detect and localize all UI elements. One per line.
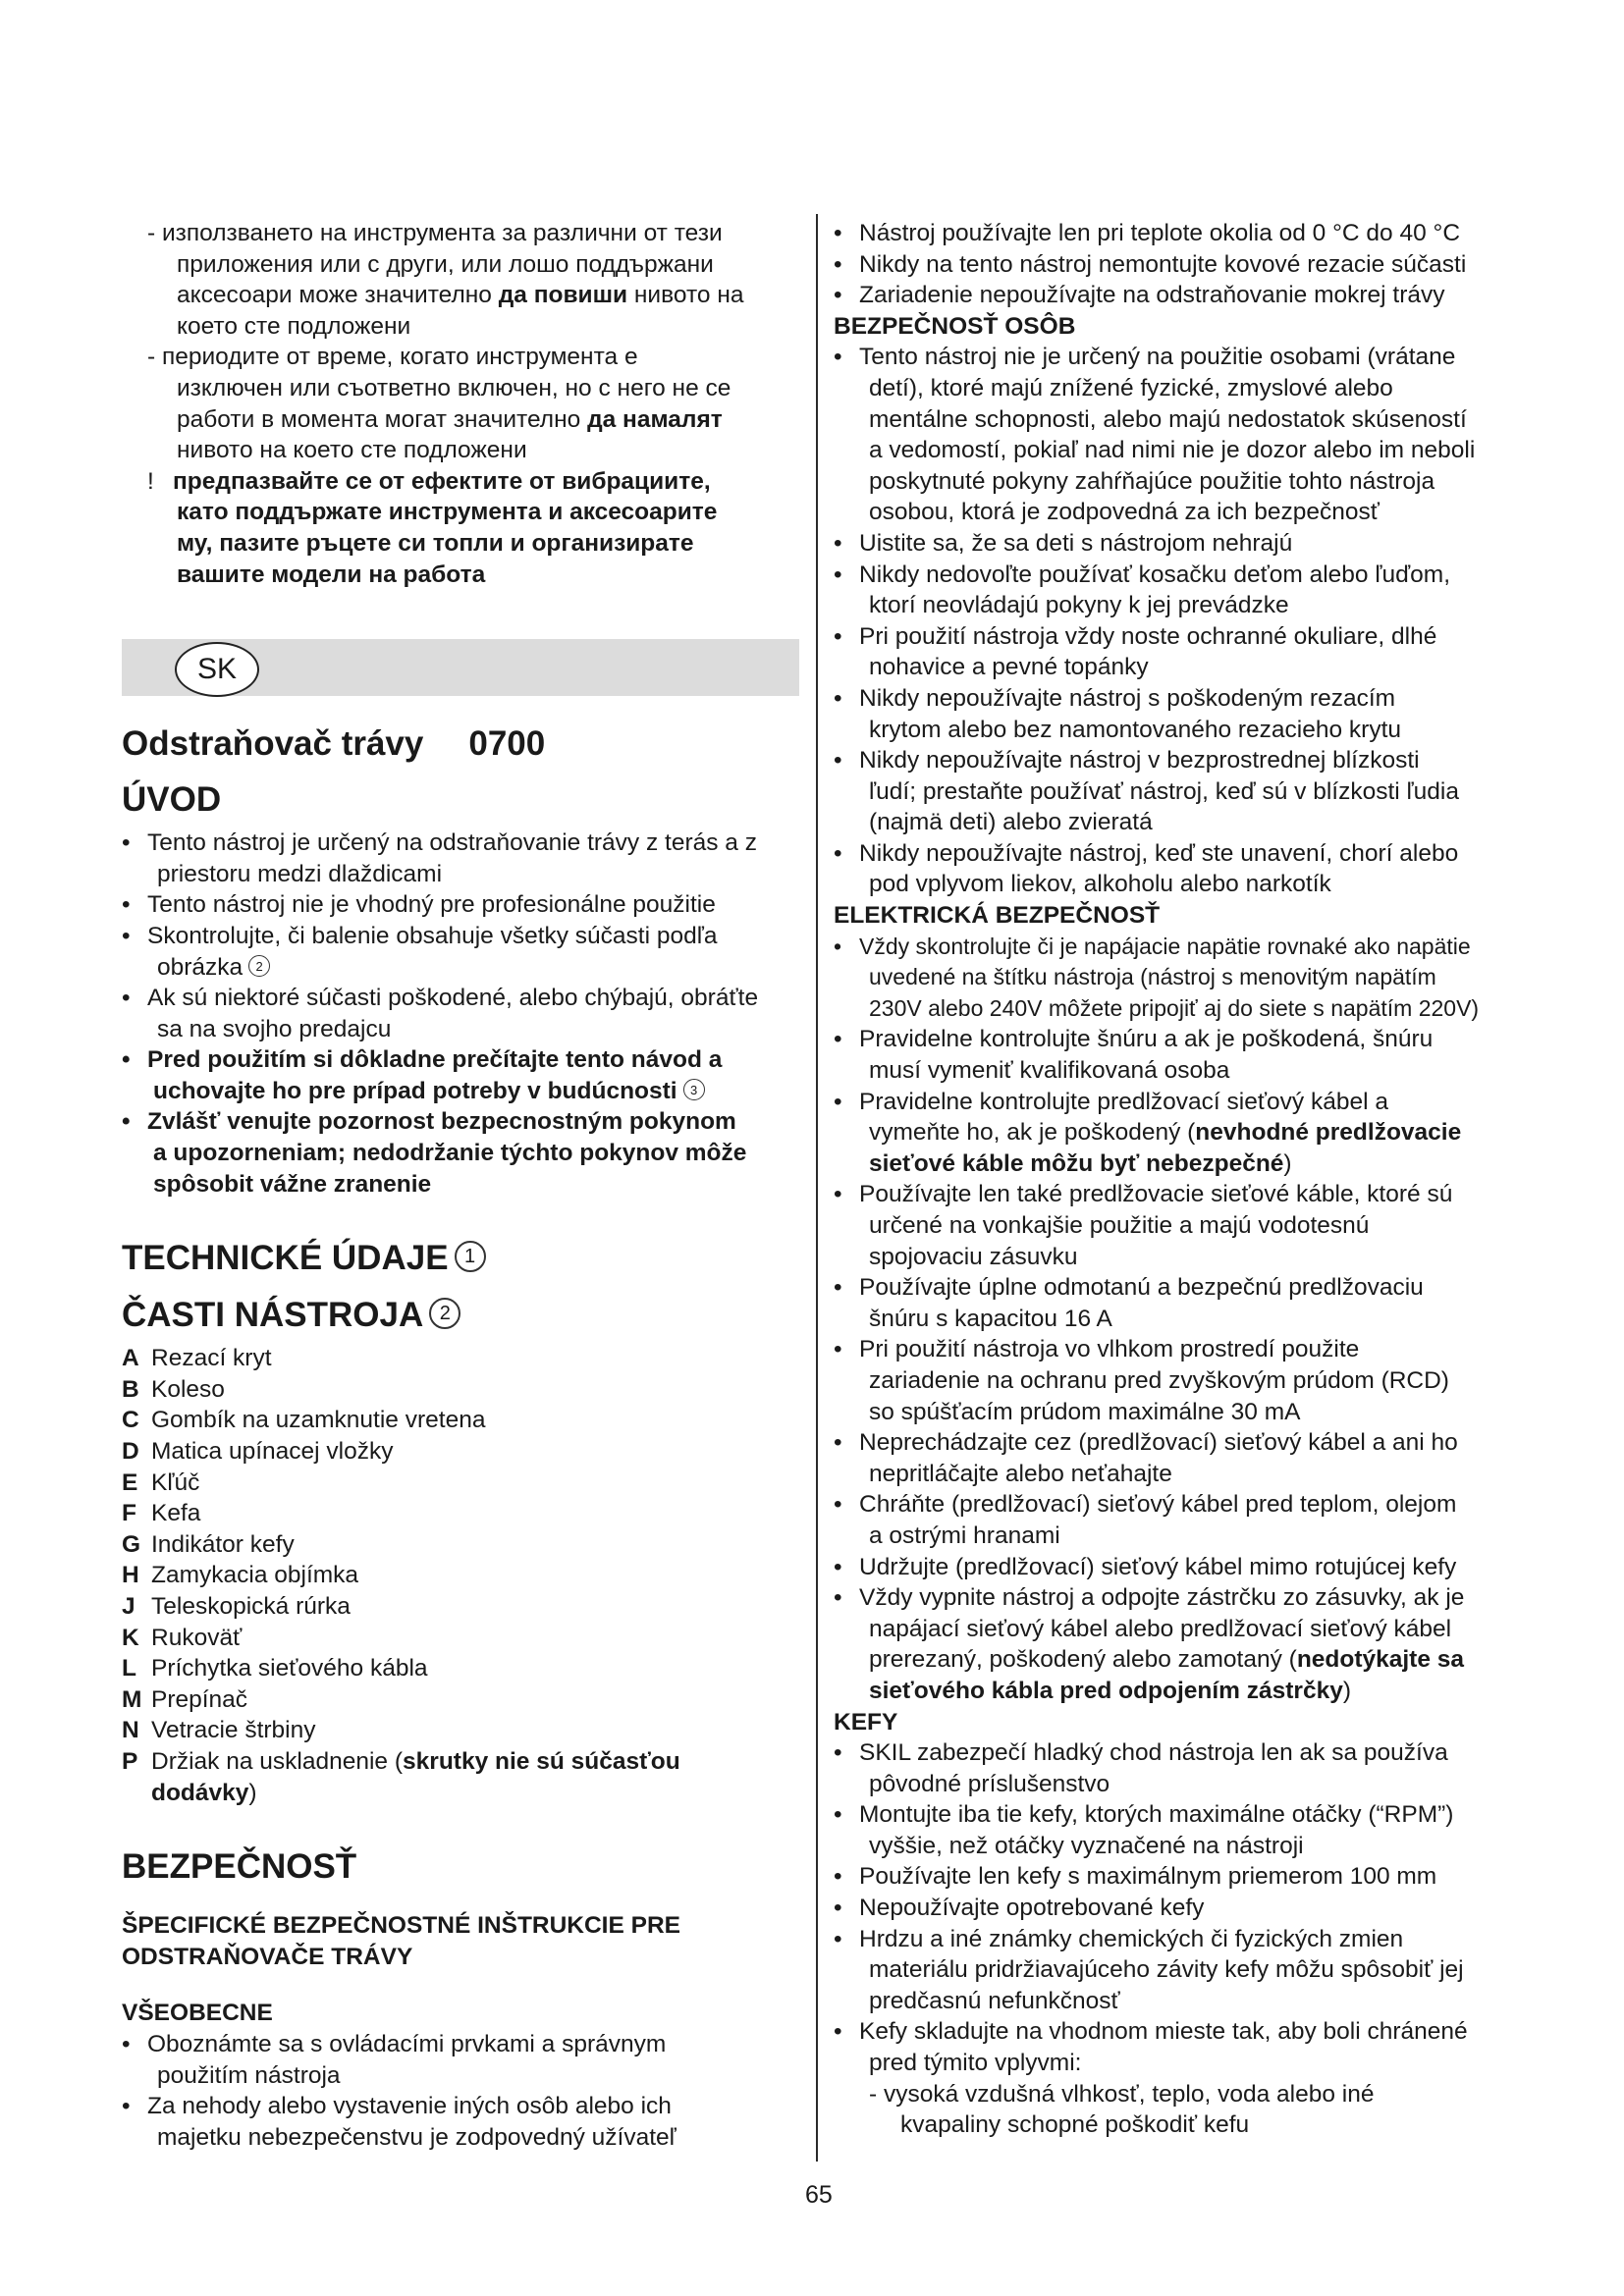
left-column <box>122 218 799 2153</box>
list-item: • Tento nástroj nie je vhodný pre profesionálne použitie <box>122 891 716 919</box>
list-item-cont: pôvodné príslušenstvo <box>869 1770 1110 1797</box>
list-item-cont: určené na vonkajšie použitie a majú vodotesnú <box>869 1212 1370 1239</box>
list-item: • Nikdy nepoužívajte nástroj v bezprostrednej blízkosti <box>834 747 1420 774</box>
subheading-general: VŠEOBECNE <box>122 2000 273 2027</box>
list-item-cont: sieťového kábla pred odpojením zástrčky) <box>869 1677 1352 1704</box>
part-item: G Indikátor kefy <box>122 1530 295 1558</box>
list-item: • Nikdy na tento nástroj nemontujte kovové rezacie súčasti <box>834 250 1467 278</box>
list-item: • Kefy skladujte na vhodnom mieste tak, aby boli chránené <box>834 2018 1468 2046</box>
part-item: D Matica upínacej vložky <box>122 1438 394 1466</box>
part-item: C Gombík na uzamknutie vretena <box>122 1407 486 1434</box>
list-item: • Hrdzu a iné známky chemických či fyzických zmien <box>834 1925 1404 1952</box>
list-item: • Chráňte (predlžovací) sieťový kábel pred teplom, olejom <box>834 1491 1457 1519</box>
list-item: • Vždy vypnite nástroj a odpojte zástrčku zo zásuvky, ak je <box>834 1584 1465 1612</box>
section-heading-uvod: ÚVOD <box>122 780 222 820</box>
list-item: • Nikdy nedovoľte používať kosačku deťom alebo ľuďom, <box>834 561 1451 588</box>
list-item-cont: materiálu pridržiavajúceho závity kefy môžu spôsobiť jej <box>869 1956 1464 1984</box>
list-item-cont: majetku nebezpečenstvu je zodpovedný užívateľ <box>157 2123 677 2151</box>
model-number: 0700 <box>468 724 546 764</box>
list-item: • Nikdy nepoužívajte nástroj, keď ste unavení, chorí alebo <box>834 839 1459 867</box>
list-item-cont: spojovaciu zásuvku <box>869 1243 1078 1270</box>
warning-line: ! предпазвайте се от ефектите от вибрациите, <box>122 466 799 498</box>
list-item-cont: nohavice a pevné topánky <box>869 654 1149 681</box>
language-band <box>122 639 799 696</box>
subheading-personal-safety: BEZPEČNOSŤ OSÔB <box>834 312 1076 340</box>
list-item-cont: kvapaliny schopné poškodiť kefu <box>900 2111 1250 2139</box>
list-item-cont: pod vplyvom liekov, alkoholu alebo narkotík <box>869 871 1331 898</box>
text-line: работи в момента могат значително да намалят <box>177 405 723 433</box>
text-line: аксесоари може значително да повиши нивото на <box>177 282 744 309</box>
list-item: • Nástroj používajte len pri teplote okolia od 0 °C do 40 °C <box>834 220 1461 246</box>
personal-safety-list <box>834 342 1511 900</box>
column-divider <box>816 214 818 2162</box>
list-item-cont: vymeňte ho, ak je poškodený (nevhodné predlžovacie <box>869 1119 1462 1147</box>
part-item: M Prepínač <box>122 1685 248 1713</box>
list-item: • Nepoužívajte opotrebované kefy <box>834 1895 1205 1922</box>
right-column <box>834 218 1511 2141</box>
exclamation-marker: ! <box>147 467 154 495</box>
list-item-cont: (najmä deti) alebo zvieratá <box>869 809 1153 836</box>
list-item-cont: spôsobit vážne zranenie <box>153 1170 432 1198</box>
list-item-cont: osobou, ktorá je zodpovedná za ich bezpečnosť <box>869 499 1380 526</box>
list-item-cont: krytom alebo bez namontovaného rezacieho krytu <box>869 716 1402 743</box>
electrical-safety-list <box>834 932 1511 1707</box>
list-item: • Neprechádzajte cez (predlžovací) sieťový kábel a ani ho <box>834 1429 1458 1457</box>
section-heading-tool-parts: ČASTI NÁSTROJA 2 <box>122 1292 799 1339</box>
list-item-cont: poskytnuté pokyny zahŕňajúce použitie tohto nástroja <box>869 467 1435 495</box>
list-item-cont: šnúru s kapacitou 16 A <box>869 1305 1112 1332</box>
list-item: • SKIL zabezpečí hladký chod nástroja len ak sa používa <box>834 1739 1448 1767</box>
part-item: B Koleso <box>122 1375 225 1403</box>
part-item: A Rezací kryt <box>122 1345 272 1372</box>
list-item: • Oboznámte sa s ovládacími prvkami a správnym <box>122 2030 667 2057</box>
section-heading-technical-data: TECHNICKÉ ÚDAJE 1 <box>122 1235 799 1282</box>
list-item: • Za nehody alebo vystavenie iných osôb alebo ich <box>122 2093 672 2120</box>
list-item: • Pravidelne kontrolujte šnúru a ak je poškodená, šnúru <box>834 1026 1434 1053</box>
list-item-cont: - vysoká vzdušná vlhkosť, teplo, voda alebo iné <box>869 2080 1375 2108</box>
subheading-electrical-safety: ELEKTRICKÁ BEZPEČNOSŤ <box>834 902 1161 930</box>
figure-ref-1: 1 <box>455 1241 486 1272</box>
parts-list <box>122 1343 799 1808</box>
list-item-cont: a ostrými hranami <box>869 1522 1060 1549</box>
list-item: • Pri použití nástroja vždy noste ochranné okuliare, dlhé <box>834 622 1437 650</box>
warning-line: му, пазите ръцете си топли и организирате <box>177 529 694 557</box>
list-item: • Používajte len kefy s maximálnym priemerom 100 mm <box>834 1863 1437 1891</box>
part-item: P Držiak na uskladnenie (skrutky nie sú súčasťou <box>122 1747 680 1775</box>
figure-ref-2: 2 <box>429 1298 460 1329</box>
list-item: • Tento nástroj nie je určený na použitie osobami (vrátane <box>834 344 1456 371</box>
list-item-cont: zariadenie na ochranu pred zvyškovým prúdom (RCD) <box>869 1366 1449 1394</box>
list-item-cont: so spúšťacím prúdom maximálne 30 mA <box>869 1398 1301 1425</box>
text-line: нивото на което сте подложени <box>177 437 527 464</box>
list-item: • Používajte len také predlžovacie sieťové káble, ktoré sú <box>834 1181 1453 1208</box>
list-item-cont: použitím nástroja <box>157 2061 341 2089</box>
section-heading-safety: BEZPEČNOSŤ <box>122 1847 357 1887</box>
list-item-cont: mentálne schopnosti, alebo majú nedostatok skúseností <box>869 405 1467 433</box>
list-item: • Používajte úplne odmotanú a bezpečnú predlžovaciu <box>834 1274 1424 1302</box>
part-item: K Rukoväť <box>122 1624 243 1651</box>
list-item: • Udržujte (predlžovací) sieťový kábel mimo rotujúcej kefy <box>834 1553 1457 1580</box>
list-item-cont: obrázka 2 <box>122 952 799 984</box>
list-item: • Zvlášť venujte pozornost bezpecnostným pokynom <box>122 1108 736 1136</box>
list-item: • Nikdy nepoužívajte nástroj s poškodeným rezacím <box>834 684 1396 712</box>
page-number: 65 <box>805 2181 833 2209</box>
text-line: - периодите от време, когато инструмента е <box>147 344 638 371</box>
part-item-cont: dodávky) <box>151 1779 257 1806</box>
list-item: • Uistite sa, že sa deti s nástrojom nehrajú <box>834 529 1293 557</box>
list-item-cont: napájací sieťový kábel alebo predlžovací sieťový kábel <box>869 1615 1452 1642</box>
list-item-cont: predčasnú nefunkčnosť <box>869 1987 1120 2014</box>
list-item: • Zariadenie nepoužívajte na odstraňovanie mokrej trávy <box>834 282 1445 309</box>
list-item-cont: 230V alebo 240V môžete pripojiť aj do siete s napätím 220V) <box>869 994 1480 1021</box>
list-item-cont: sa na svojho predajcu <box>157 1015 392 1042</box>
part-item: E Kľúč <box>122 1468 200 1496</box>
list-item-cont: uchovajte ho pre prípad potreby v budúcnosti 3 <box>122 1076 799 1107</box>
language-badge-sk: SK <box>175 642 259 697</box>
bulgarian-vibration-notes <box>122 218 799 590</box>
list-item: • Vždy skontrolujte či je napájacie napätie rovnaké ako napätie <box>834 933 1471 959</box>
part-item: J Teleskopická rúrka <box>122 1593 351 1620</box>
list-item: • Skontrolujte, či balenie obsahuje všetky súčasti podľa <box>122 922 718 949</box>
figure-ref-3: 3 <box>683 1079 705 1100</box>
list-item-cont: ktorí neovládajú pokyny k jej prevádzke <box>869 592 1289 619</box>
list-item-cont: detí), ktoré majú znížené fyzické, zmyslové alebo <box>869 374 1393 401</box>
part-item: N Vetracie štrbiny <box>122 1717 316 1744</box>
list-item: • Ak sú niektoré súčasti poškodené, alebo chýbajú, obráťte <box>122 985 759 1012</box>
subheading-specific-safety: ŠPECIFICKÉ BEZPEČNOSTNÉ INŠTRUKCIE PRE <box>122 1912 681 1940</box>
subheading-specific-safety: ODSTRAŇOVAČE TRÁVY <box>122 1943 413 1970</box>
list-item-cont: priestoru medzi dlaždicami <box>157 860 443 887</box>
subheading-brushes: KEFY <box>834 1708 898 1735</box>
list-item: • Pri použití nástroja vo vlhkom prostredí použite <box>834 1336 1360 1363</box>
part-item: H Zamykacia objímka <box>122 1562 359 1589</box>
list-item: • Tento nástroj je určený na odstraňovanie trávy z terás a z <box>122 829 757 857</box>
list-item: • Pred použitím si dôkladne prečítajte tento návod a <box>122 1046 723 1074</box>
list-item-cont: uvedené na štítku nástroja (nástroj s menovitým napätím <box>869 964 1436 990</box>
text-line: което сте подложени <box>177 312 411 340</box>
top-list <box>834 218 1511 311</box>
list-item: • Montujte iba tie kefy, ktorých maximálne otáčky (“RPM”) <box>834 1801 1454 1829</box>
product-title: Odstraňovač trávy 0700 <box>122 721 799 767</box>
brushes-list <box>834 1737 1511 2141</box>
part-item: F Kefa <box>122 1500 201 1527</box>
list-item-cont: prerezaný, poškodený alebo zamotaný (nedotýkajte sa <box>869 1646 1465 1674</box>
text-line: изключен или съответно включен, но с него не се <box>177 374 731 401</box>
list-item-cont: a vedomostí, pokiaľ nad nimi nie je dozor alebo im neboli <box>869 437 1476 464</box>
text-line: приложения или с други, или лошо поддържани <box>177 250 714 278</box>
warning-line: вашите модели на работа <box>177 561 486 588</box>
list-item: • Pravidelne kontrolujte predlžovací sieťový kábel a <box>834 1088 1388 1115</box>
warning-line: като поддържате инструмента и аксесоарите <box>177 499 718 526</box>
list-item-cont: vyššie, než otáčky vyznačené na nástroji <box>869 1832 1304 1859</box>
figure-ref-2: 2 <box>248 955 270 977</box>
uvod-list <box>122 828 799 1200</box>
list-item-cont: musí vymeniť kvalifikovaná osoba <box>869 1057 1230 1085</box>
list-item-cont: sieťové káble môžu byť nebezpečné) <box>869 1149 1292 1177</box>
list-item-cont: nepritláčajte alebo neťahajte <box>869 1460 1172 1487</box>
part-item: L Príchytka sieťového kábla <box>122 1655 428 1682</box>
list-item-cont: pred týmito vplyvmi: <box>869 2050 1082 2077</box>
list-item-cont: a upozorneniam; nedodržanie týchto pokynov môže <box>153 1140 747 1167</box>
text-line: - използването на инструмента за различни от тези <box>147 220 723 246</box>
list-item-cont: ľudí; prestaňte používať nástroj, keď sú v blízkosti ľudia <box>869 777 1459 805</box>
general-list <box>122 2029 799 2153</box>
